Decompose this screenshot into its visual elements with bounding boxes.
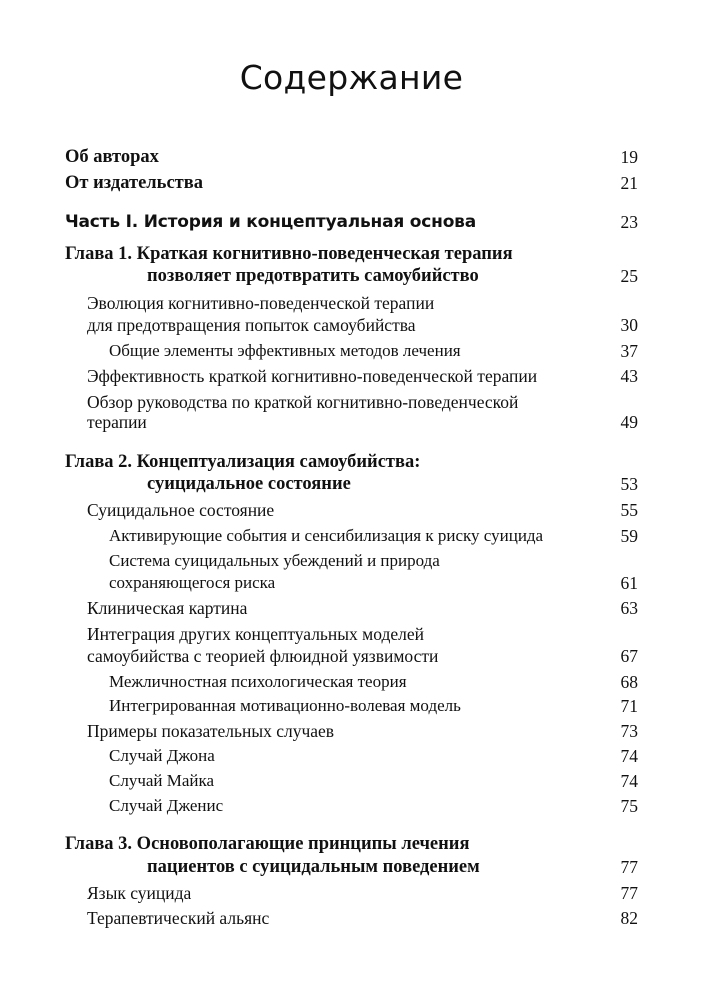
toc-entry-title: От издательства xyxy=(65,173,203,193)
toc-page-number: 61 xyxy=(620,573,638,593)
toc-entry-title: Часть I. История и концептуальная основа xyxy=(65,212,476,232)
toc-entry-title: Клиническая картина xyxy=(87,598,248,618)
toc-entry-title: суицидальное состояние xyxy=(147,474,351,494)
toc-page-number: 74 xyxy=(620,746,638,766)
toc-entry-title: позволяет предотвратить самоубийство xyxy=(147,266,479,286)
toc-entry-title: Глава 2. Концептуализация самоубийства: xyxy=(65,452,421,472)
toc-entry-title: Эволюция когнитивно-поведенческой терапии xyxy=(87,293,435,313)
toc-entry-title: Эффективность краткой когнитивно-поведенческой терапии xyxy=(87,366,538,386)
toc-entry-title: Общие элементы эффективных методов лечения xyxy=(109,341,461,360)
toc-page-number: 67 xyxy=(620,646,638,666)
toc-entry-title: Активирующие события и сенсибилизация к риску суицида xyxy=(109,526,544,545)
toc-entry-title: пациентов с суицидальным поведением xyxy=(147,857,480,877)
toc-entry-title: самоубийства с теорией флюидной уязвимости xyxy=(87,646,439,666)
toc-entry-title: сохраняющегося риска xyxy=(109,573,276,592)
toc-entry-title: Обзор руководства по краткой когнитивно-поведенческой xyxy=(87,392,519,412)
toc-page-number: 23 xyxy=(620,212,638,232)
toc-page-number: 68 xyxy=(620,672,638,692)
toc-entry-title: Интегрированная мотивационно-волевая модель xyxy=(109,696,461,715)
toc-page-number: 63 xyxy=(620,598,638,618)
toc-entry-title: Глава 1. Краткая когнитивно-поведенческая терапия xyxy=(65,244,513,264)
toc-page-number: 55 xyxy=(620,500,638,520)
toc-entry-title: Случай Майка xyxy=(109,771,215,790)
toc-entry-title: Примеры показательных случаев xyxy=(87,721,335,741)
toc-page-number: 37 xyxy=(620,341,638,361)
toc-page-number: 25 xyxy=(620,266,638,286)
toc-page-number: 74 xyxy=(620,771,638,791)
page-title: Содержание xyxy=(239,58,464,97)
toc-entry-title: Случай Джона xyxy=(109,746,215,765)
toc-entry-title: Об авторах xyxy=(65,147,159,167)
toc-entry-title: Терапевтический альянс xyxy=(87,908,270,928)
toc-page-number: 75 xyxy=(620,796,638,816)
toc-page-number: 43 xyxy=(620,366,638,386)
toc-page-number: 53 xyxy=(620,474,638,494)
toc-page-number: 77 xyxy=(620,883,638,903)
toc-entry-title: терапии xyxy=(87,412,147,432)
toc-page-number: 21 xyxy=(620,173,638,193)
toc-entry-title: Межличностная психологическая теория xyxy=(109,672,407,691)
toc-entry-title: Система суицидальных убеждений и природа xyxy=(109,551,440,570)
toc-entry-title: Суицидальное состояние xyxy=(87,500,275,520)
toc-entry-title: Глава 3. Основополагающие принципы лечения xyxy=(65,834,470,854)
toc-page-number: 73 xyxy=(620,721,638,741)
toc-entry-title: Язык суицида xyxy=(87,883,192,903)
toc-page-number: 59 xyxy=(620,526,638,546)
toc-page-number: 82 xyxy=(620,908,638,928)
toc-page-number: 19 xyxy=(620,147,638,167)
toc-page-number: 77 xyxy=(620,857,638,877)
toc-page-number: 71 xyxy=(620,696,638,716)
toc-entry-title: Интеграция других концептуальных моделей xyxy=(87,624,425,644)
toc-page-number: 49 xyxy=(620,412,638,432)
toc-entry-title: для предотвращения попыток самоубийства xyxy=(87,315,416,335)
toc-page-number: 30 xyxy=(620,315,638,335)
toc-entry-title: Случай Дженис xyxy=(109,796,224,815)
